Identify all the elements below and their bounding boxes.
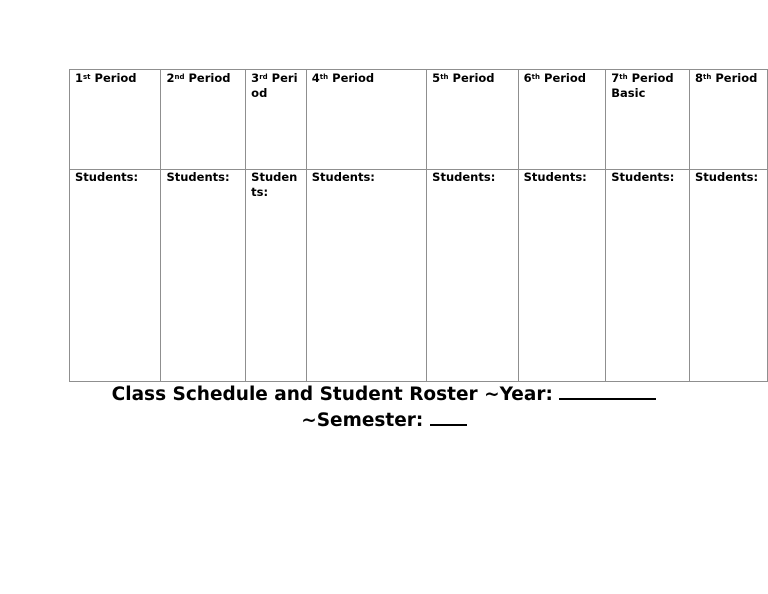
period-4-cell[interactable]: 4th Period (306, 70, 426, 170)
period-3-cell[interactable]: 3rd Period (246, 70, 307, 170)
title-semester-text: ~Semester: (301, 410, 424, 431)
students-cell-8[interactable] (690, 170, 768, 382)
students-label: Students: (75, 170, 139, 184)
students-cell-6[interactable] (518, 170, 606, 382)
students-label: Students: (611, 170, 675, 184)
students-label: Students: (432, 170, 496, 184)
period-2-cell[interactable]: 2nd Period (161, 70, 246, 170)
period-7-cell[interactable]: 7th Period Basic (606, 70, 690, 170)
students-cell-2[interactable] (161, 170, 246, 382)
schedule-table (69, 69, 768, 382)
document-title-line-2 (0, 406, 768, 434)
students-label: Students: (695, 170, 759, 184)
year-blank-field[interactable] (559, 380, 656, 400)
students-label: Students: (311, 170, 375, 184)
students-cell-7[interactable] (606, 170, 690, 382)
students-cell-1[interactable] (70, 170, 161, 382)
students-cell-4[interactable] (306, 170, 426, 382)
period-header-row (70, 70, 768, 170)
period-1-cell[interactable]: 1st Period (70, 70, 161, 170)
students-label: Students: (251, 170, 298, 199)
students-label: Students: (166, 170, 230, 184)
students-cell-3[interactable] (246, 170, 307, 382)
document-title-line-1 (0, 380, 768, 408)
students-row (70, 170, 768, 382)
title-year-text: Class Schedule and Student Roster ~Year: (111, 384, 553, 405)
semester-blank-field[interactable] (430, 406, 467, 426)
students-cell-5[interactable] (427, 170, 518, 382)
period-8-cell[interactable]: 8th Period (690, 70, 768, 170)
students-label: Students: (523, 170, 587, 184)
period-5-cell[interactable]: 5th Period (427, 70, 518, 170)
period-6-cell[interactable]: 6th Period (518, 70, 606, 170)
